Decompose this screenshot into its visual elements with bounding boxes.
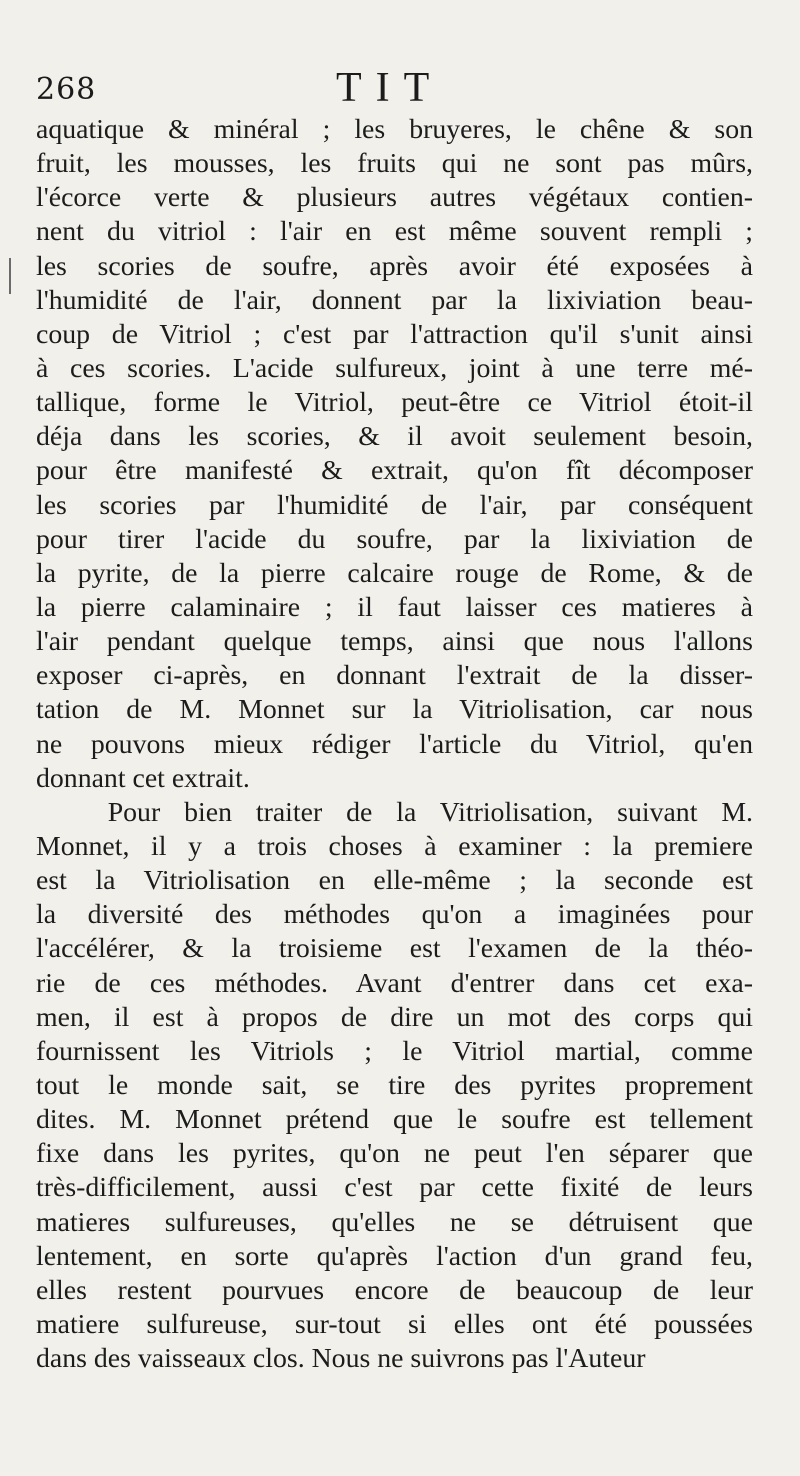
page-number: 268: [36, 72, 97, 107]
text-line: fixe dans les pyrites, qu'on ne peut l'en séparer que: [36, 1138, 753, 1170]
text-line: la diversité des méthodes qu'on a imaginées pour: [36, 899, 753, 931]
text-line: donnant cet extrait.: [36, 762, 250, 794]
text-line: la pyrite, de la pierre calcaire rouge de Rome, & de: [36, 557, 753, 589]
text-line: les scories par l'humidité de l'air, par conséquent: [36, 489, 753, 521]
text-line: très-difficilement, aussi c'est par cette fixité de leurs: [36, 1172, 753, 1204]
text-line: pour tirer l'acide du soufre, par la lixiviation de: [36, 523, 753, 555]
text-line: l'humidité de l'air, donnent par la lixiviation beau-: [36, 284, 753, 316]
text-line: matiere sulfureuse, sur-tout si elles ont été poussées: [36, 1308, 753, 1340]
text-line: coup de Vitriol ; c'est par l'attraction qu'il s'unit ainsi: [36, 318, 753, 350]
text-line: fruit, les mousses, les fruits qui ne sont pas mûrs,: [36, 148, 753, 180]
text-line: tation de M. Monnet sur la Vitriolisation, car nous: [36, 694, 753, 726]
text-line: Pour bien traiter de la Vitriolisation, suivant M.: [36, 796, 753, 828]
text-line: fournissent les Vitriols ; le Vitriol martial, comme: [36, 1035, 753, 1067]
text-line: tallique, forme le Vitriol, peut-être ce Vitriol étoit-il: [36, 387, 753, 419]
text-line: l'écorce verte & plusieurs autres végétaux contien-: [36, 182, 753, 214]
text-line: nent du vitriol : l'air en est même souvent rempli ;: [36, 216, 753, 248]
page-header: [36, 62, 756, 112]
text-line: men, il est à propos de dire un mot des corps qui: [36, 1001, 753, 1033]
text-line: la pierre calaminaire ; il faut laisser ces matieres à: [36, 591, 753, 623]
text-line: l'accélérer, & la troisieme est l'examen de la théo-: [36, 933, 753, 965]
text-line: à ces scories. L'acide sulfureux, joint à une terre mé-: [36, 352, 753, 384]
text-line: pour être manifesté & extrait, qu'on fît décomposer: [36, 455, 753, 487]
body-text: [36, 113, 753, 1376]
text-line: aquatique & minéral ; les bruyeres, le chêne & son: [36, 114, 753, 145]
text-line: déja dans les scories, & il avoit seulement besoin,: [36, 421, 753, 453]
text-line: tout le monde sait, se tire des pyrites proprement: [36, 1069, 753, 1101]
margin-mark: [9, 258, 11, 294]
text-line: dites. M. Monnet prétend que le soufre est tellement: [36, 1104, 753, 1136]
text-line: dans des vaisseaux clos. Nous ne suivrons pas l'Auteur: [36, 1343, 646, 1375]
text-line: ne pouvons mieux rédiger l'article du Vitriol, qu'en: [36, 728, 753, 760]
text-line: l'air pendant quelque temps, ainsi que nous l'allons: [36, 626, 753, 658]
text-line: exposer ci-après, en donnant l'extrait de la disser-: [36, 660, 753, 692]
text-line: elles restent pourvues encore de beaucoup de leur: [36, 1274, 753, 1306]
running-head: TIT: [336, 65, 444, 111]
text-line: matieres sulfureuses, qu'elles ne se détruisent que: [36, 1206, 753, 1238]
text-line: est la Vitriolisation en elle-même ; la seconde est: [36, 865, 753, 897]
text-line: Monnet, il y a trois choses à examiner : la premiere: [36, 830, 753, 862]
text-line: rie de ces méthodes. Avant d'entrer dans cet exa-: [36, 967, 753, 999]
text-line: les scories de soufre, après avoir été exposées à: [36, 250, 753, 282]
text-line: lentement, en sorte qu'après l'action d'un grand feu,: [36, 1240, 753, 1272]
